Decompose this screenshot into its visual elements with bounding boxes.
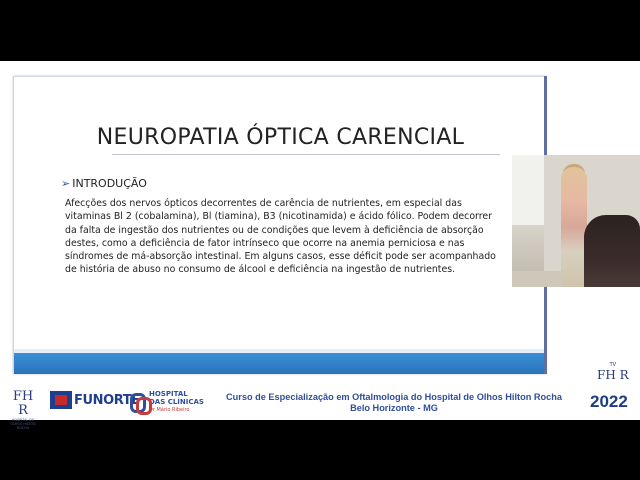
hospital-clinicas-mark-icon	[130, 393, 146, 411]
course-title: Curso de Especialização em Oftalmologia do Hospital de Olhos Hilton Rocha	[226, 392, 562, 402]
slide-footer-bar	[14, 353, 547, 374]
course-location: Belo Horizonte - MG	[350, 403, 438, 413]
tv-logo-text: FH R	[597, 368, 629, 382]
title-divider	[112, 154, 500, 155]
hospital-clinicas-logo	[130, 390, 204, 414]
audience-figure	[584, 215, 640, 287]
section-title: INTRODUÇÃO	[72, 177, 147, 190]
fhr-logo-subtitle: HOSPITAL DE OLHOS HILTON ROCHA	[10, 418, 36, 430]
tv-label: TV	[609, 362, 617, 368]
presentation-slide	[13, 76, 546, 374]
fhr-logo-text: FH R	[12, 389, 34, 418]
year-label: 2022	[590, 392, 628, 411]
arrow-bullet-icon: ➢	[61, 177, 71, 190]
slide-title: NEUROPATIA ÓPTICA CARENCIAL	[96, 125, 465, 150]
letterbox-bottom	[0, 420, 640, 480]
hc-logo-line3: Dr Mário Ribeiro	[149, 407, 190, 413]
funorte-mark-icon	[50, 391, 72, 409]
funorte-logo-text: FUNORTE	[74, 392, 140, 408]
letterbox-top	[0, 0, 640, 61]
sponsor-banner	[0, 378, 640, 430]
webcam-inset	[512, 155, 640, 287]
course-caption	[214, 392, 574, 414]
hc-logo-line1: HOSPITAL	[149, 390, 188, 398]
webcam-whiteboard	[512, 155, 544, 225]
hc-logo-line2: DAS CLÍNICAS	[149, 398, 204, 406]
tv-fhr-logo	[597, 360, 629, 380]
slide-body-text: Afecções dos nervos ópticos decorrentes de carência de nutrientes, em especial das vitaminas Bl 2 (cobalamina), Bl (tiamina), B3 (nicotinamida) e ácido fólico. Podem decorrer da falta de ingestão dos nutrientes ou de condições que levem à deficiência de absorção destes, como a deficiência de fator intrínseco que ocorre na anemia perniciosa e nas síndromes de má-absorção intestinal. Em alguns casos, esse déficit pode ser acompanhado de história de abuso no consumo de álcool e deficiência na ingestão de nutrientes.	[65, 198, 496, 276]
section-heading	[61, 177, 147, 190]
funorte-logo	[50, 391, 140, 409]
fhr-logo	[6, 390, 40, 430]
